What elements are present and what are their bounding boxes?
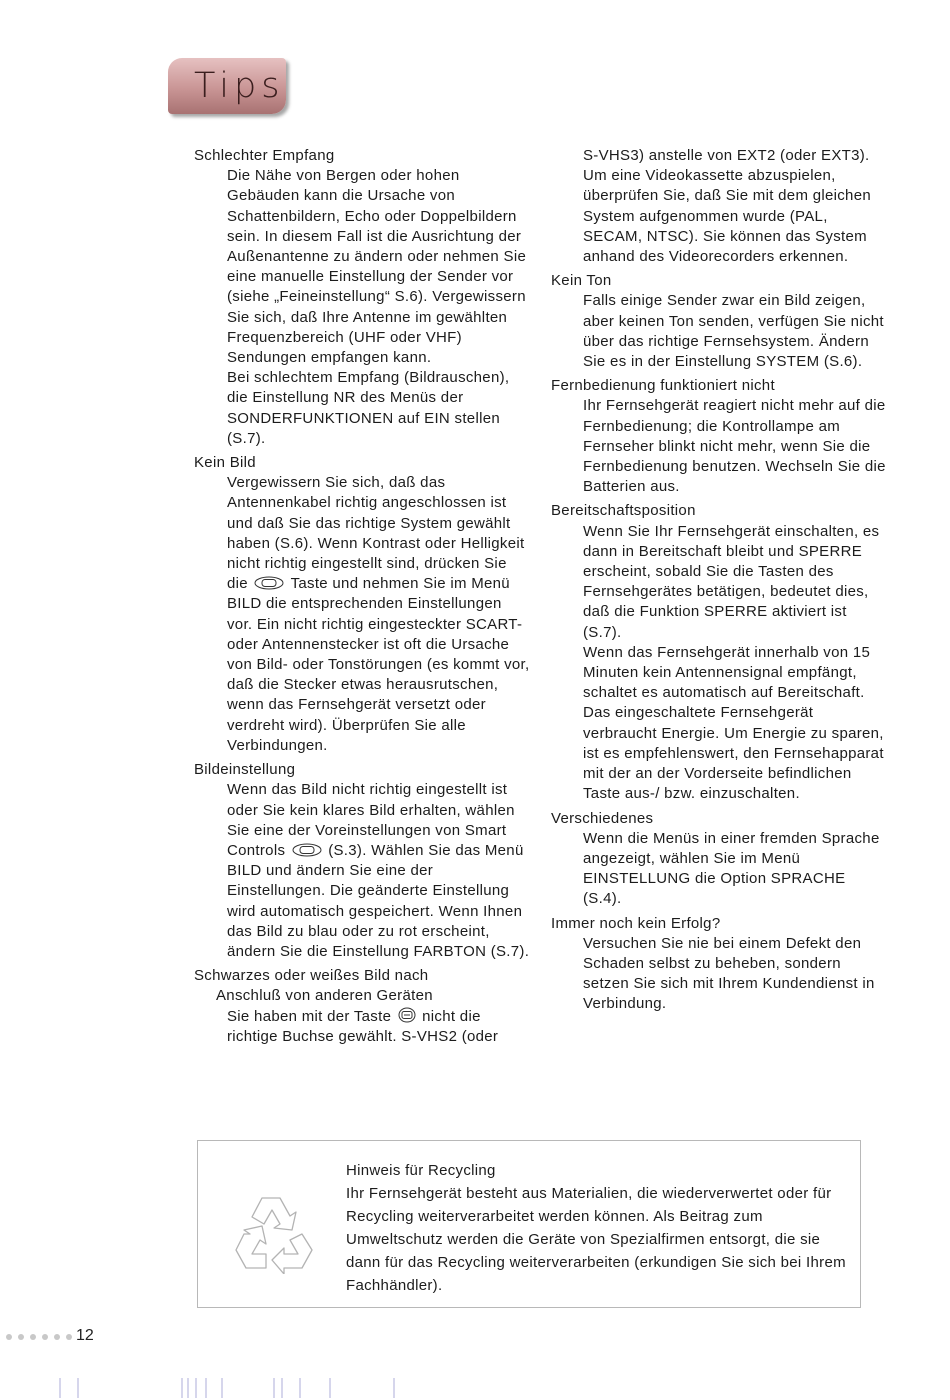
paragraph-part: (S.3). Wählen Sie das Menü BILD und ändern Sie eine der Einstellungen. Die geänderte Einstellung wird automatisch gespeichert. Wenn Ihnen das Bild zu blau oder zu rot erscheint, ändern Sie die Einstellung FARBTON (S.7). (227, 841, 530, 960)
section-kein-erfolg (551, 914, 886, 1015)
dot (30, 1334, 36, 1340)
recycling-text: Ihr Fernsehgerät besteht aus Materialien, die wiederverwertet oder für Recycling weiterverarbeitet werden können. Als Beitrag zum Umweltschutz werden die Geräte von Spezialfirmen entsorgt, die sie dann für das Recycling weiterverarbeiten (erkundigen Sie sich bei Ihrem Fachhändler). (346, 1185, 846, 1294)
section-body (551, 829, 886, 910)
paragraph: Die Nähe von Bergen oder hohen Gebäuden kann die Ursache von Schattenbildern, Echo oder Doppelbildern sein. In diesem Fall ist die Ausrichtung der Außenantenne zu ändern oder nehmen Sie eine manuelle Einstellung der Sender vor (siehe „Feineinstellung“ S.6). Vergewissern Sie sich, daß Ihre Antenne im gewählten Frequenzbereich (UHF oder VHF) Sendungen empfangen kann. (227, 167, 527, 367)
dot (6, 1334, 12, 1340)
paragraph: Das eingeschaltete Fernsehgerät verbraucht Energie. Um Energie zu sparen, ist es empfehlenswert, den Fernsehapparat mit der an der Vorderseite befindlichen Taste aus-/ bzw. einzuschalten. (583, 704, 884, 803)
section-body (551, 291, 886, 372)
print-marks-decoration (0, 1376, 950, 1400)
section-title: Bereitschaftsposition (551, 502, 696, 520)
section-bildeinstellung (194, 760, 530, 962)
smart-picture-icon (254, 576, 284, 590)
section-schwarzes-bild (194, 966, 530, 1047)
section-title: Verschiedenes (551, 809, 654, 827)
section-title (194, 966, 530, 1006)
paragraph: Falls einige Sender zwar ein Bild zeigen, aber keinen Ton senden, verfügen Sie nicht über das richtige Fernsehsystem. Ändern Sie es in der Einstellung SYSTEM (S.6). (583, 292, 884, 371)
section-title: Fernbedienung funktioniert nicht (551, 377, 775, 395)
section-title: Kein Bild (194, 454, 256, 472)
paragraph-part: nicht die richtige Buchse gewählt. S-VHS2 (oder (227, 1007, 499, 1045)
dot (18, 1334, 24, 1340)
section-title: Kein Ton (551, 272, 612, 290)
section-kein-bild (194, 453, 530, 756)
av-select-icon (398, 1007, 416, 1023)
section-title: Immer noch kein Erfolg? (551, 914, 721, 932)
section-body (551, 396, 886, 497)
paragraph: Ihr Fernsehgerät reagiert nicht mehr auf die Fernbedienung; die Kontrollampe am Fernseher blinkt nicht mehr, wenn Sie die Fernbedienung benutzen. Wechseln Sie die Batterien aus. (583, 397, 886, 496)
paragraph: Wenn Sie Ihr Fernsehgerät einschalten, es dann in Bereitschaft bleibt und SPERRE erscheint, sobald Sie die Tasten des Fernsehgerätes betätigen, bedeutet dies, daß die Funktion SPERRE aktiviert ist (S.7). (583, 522, 880, 641)
recycling-title: Hinweis für Recycling (346, 1162, 496, 1179)
smart-picture-icon (292, 843, 322, 857)
section-body (551, 146, 886, 267)
right-column (551, 146, 886, 1019)
section-body (194, 780, 530, 962)
paragraph: Versuchen Sie nie bei einem Defekt den Schaden selbst zu beheben, sondern setzen Sie sich mit Ihrem Kundendienst in Verbindung. (583, 934, 875, 1013)
paragraph: Wenn die Menüs in einer fremden Sprache angezeigt, wählen Sie im Menü EINSTELLUNG die Option SPRACHE (S.4). (583, 829, 880, 908)
paragraph (227, 473, 530, 756)
section-kein-ton (551, 271, 886, 372)
paragraph-part: Wenn das Bild nicht richtig eingestellt ist oder Sie kein klares Bild erhalten, wählen Sie eine der Voreinstellungen von Smart Controls (227, 781, 515, 859)
section-body (551, 522, 886, 805)
section-fernbedienung (551, 376, 886, 497)
page-number: 12 (76, 1327, 94, 1344)
section-title: Schlechter Empfang (194, 147, 335, 164)
section-title: Bildeinstellung (194, 761, 296, 779)
paragraph: Wenn das Fernsehgerät innerhalb von 15 Minuten kein Antennensignal empfängt, schaltet es automatisch auf Bereitschaft. (583, 643, 871, 702)
section-body (194, 473, 530, 756)
dot (54, 1334, 60, 1340)
paragraph-part: Sie haben mit der Taste (227, 1007, 392, 1025)
paragraph (227, 780, 530, 962)
paragraph: S-VHS3) anstelle von EXT2 (oder EXT3). Um eine Videokassette abzuspielen, überprüfen Sie, daß Sie mit dem gleichen System aufgenommen wurde (PAL, SECAM, NTSC). Sie können das System anhand des Videorecorders erkennen. (583, 147, 871, 266)
section-body (194, 1007, 530, 1047)
paragraph: Bei schlechtem Empfang (Bildrauschen), die Einstellung NR des Menüs der SONDERFUNKTIONEN auf EIN stellen (S.7). (227, 369, 510, 447)
section-continuation (551, 146, 886, 267)
left-column (194, 146, 530, 1051)
section-body (551, 934, 886, 1015)
page-title: Tips (194, 66, 285, 106)
section-title-line: Schwarzes oder weißes Bild nach (194, 967, 429, 985)
section-body (194, 166, 530, 449)
recycling-notice (346, 1159, 856, 1297)
section-bereitschaftsposition (551, 501, 886, 804)
page-dots-decoration (6, 1334, 72, 1340)
dot (66, 1334, 72, 1340)
paragraph-part: Taste und nehmen Sie im Menü BILD die entsprechenden Einstellungen vor. Ein nicht richtig eingesteckter SCART- oder Antennenstecker ist oft die Ursache von Bild- oder Tonstörungen (es kommt vor, daß die Stecker etwas herausrutschen, wenn das Fernsehgerät versetzt oder verdreht wird). Überprüfen Sie alle Verbindungen. (227, 575, 530, 754)
tips-header-tab (168, 58, 286, 114)
section-schlechter-empfang (194, 146, 530, 449)
paragraph (227, 1007, 530, 1047)
section-verschiedenes (551, 809, 886, 910)
dot (42, 1334, 48, 1340)
paragraph-part: Vergewissern Sie sich, daß das Antennenkabel richtig angeschlossen ist und daß Sie das richtige System gewählt haben (S.6). Wenn Kontrast oder Helligkeit nicht richtig eingestellt sind, drücken Sie die (227, 474, 525, 593)
section-title-continuation: Anschluß von anderen Geräten (216, 987, 433, 1005)
recycle-icon (232, 1190, 320, 1274)
